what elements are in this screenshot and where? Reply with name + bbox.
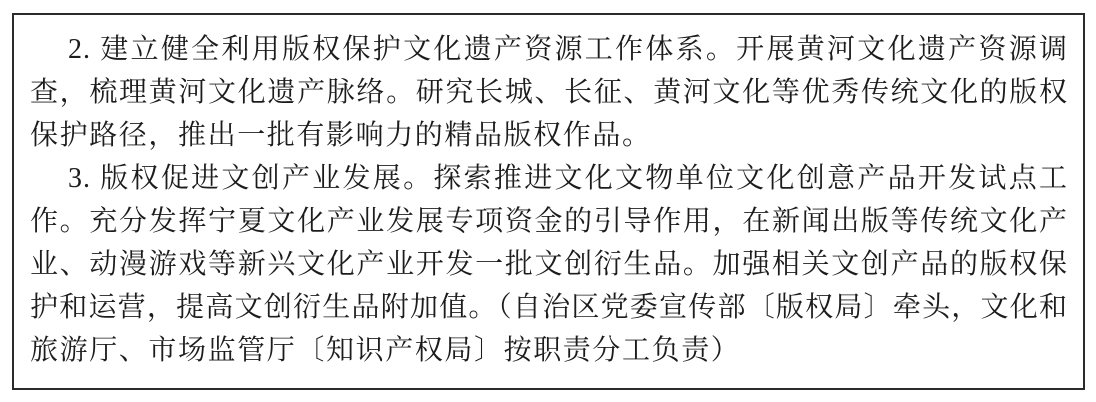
text-line: 旅游厅、市场监管厅〔知识产权局〕按职责分工负责） — [30, 335, 741, 366]
document-frame — [12, 13, 1085, 390]
text-line: 作。充分发挥宁夏文化产业发展专项资金的引导作用，在新闻出版等传统文化产 — [30, 206, 1068, 237]
text-line: 3. 版权促进文创产业发展。探索推进文化文物单位文化创意产品开发试点工 — [68, 163, 1068, 194]
text-line: 查，梳理黄河文化遗产脉络。研究长城、长征、黄河文化等优秀传统文化的版权 — [30, 77, 1068, 108]
text-line: 2. 建立健全利用版权保护文化遗产资源工作体系。开展黄河文化遗产资源调 — [68, 34, 1068, 65]
paragraph-item-3 — [30, 157, 1068, 372]
paragraph-item-2 — [30, 28, 1068, 157]
text-line: 业、动漫游戏等新兴文化产业开发一批文创衍生品。加强相关文创产品的版权保 — [30, 249, 1068, 280]
text-line: 保护路径，推出一批有影响力的精品版权作品。 — [30, 120, 652, 151]
text-line: 护和运营，提高文创衍生品附加值。（自治区党委宣传部〔版权局〕牵头，文化和 — [30, 292, 1068, 323]
